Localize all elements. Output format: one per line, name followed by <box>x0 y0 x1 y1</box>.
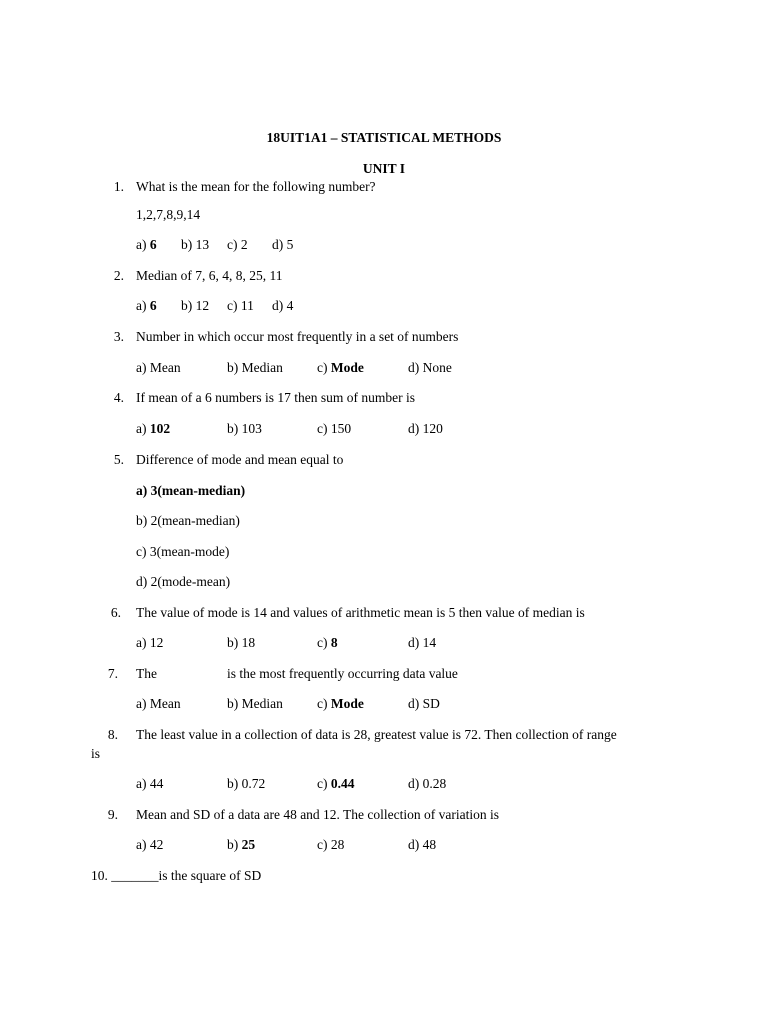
question-text-continued: is <box>91 746 101 761</box>
option-label: c) <box>317 635 331 650</box>
option-b: b) 2(mean-median) <box>136 513 240 528</box>
option-d: d) 4 <box>272 298 294 313</box>
question-text: What is the mean for the following number? <box>136 179 376 194</box>
option-b: b) Median <box>227 360 283 375</box>
option-c: c) 28 <box>317 837 345 852</box>
question-number: 6. <box>110 605 121 620</box>
correct-answer: 25 <box>241 837 256 852</box>
option-a: a) 12 <box>136 635 164 650</box>
option-d: d) 0.28 <box>408 776 447 791</box>
option-b: b) 103 <box>227 421 262 436</box>
option-label: a) <box>136 421 150 436</box>
option-label: b) <box>227 837 242 852</box>
correct-answer: 6 <box>149 237 157 252</box>
option-b: b) 13 <box>181 237 210 252</box>
option-c <box>317 634 338 651</box>
correct-answer: 6 <box>149 298 157 313</box>
question-text-start: The <box>136 666 157 681</box>
question-text: 10. _______is the square of SD <box>91 868 262 883</box>
question-number: 1. <box>113 179 124 194</box>
question-text: If mean of a 6 numbers is 17 then sum of number is <box>136 390 415 405</box>
option-label: a) <box>136 298 150 313</box>
question-number: 9. <box>107 807 118 822</box>
correct-answer: 102 <box>149 421 171 436</box>
correct-answer: 8 <box>330 635 338 650</box>
option-b: b) 18 <box>227 635 256 650</box>
question-text: Mean and SD of a data are 48 and 12. The collection of variation is <box>136 807 500 822</box>
option-c: c) 3(mean-mode) <box>136 544 230 559</box>
question-text: Difference of mode and mean equal to <box>136 452 344 467</box>
question-data: 1,2,7,8,9,14 <box>136 207 201 222</box>
question-number: 3. <box>113 329 124 344</box>
option-b: b) 12 <box>181 298 210 313</box>
question-number: 8. <box>107 727 118 742</box>
option-a-correct-answer: a) 3(mean-median) <box>136 483 246 498</box>
option-d: d) 120 <box>408 421 443 436</box>
question-text-end: is the most frequently occurring data value <box>227 666 458 681</box>
option-label: a) <box>136 237 150 252</box>
option-label: c) <box>317 776 331 791</box>
option-d: d) SD <box>408 696 440 711</box>
option-d: d) 14 <box>408 635 437 650</box>
unit-heading: UNIT I <box>362 161 406 176</box>
correct-answer: Mode <box>330 360 364 375</box>
option-a: a) Mean <box>136 360 181 375</box>
question-number: 2. <box>113 268 124 283</box>
option-c: c) 2 <box>227 237 248 252</box>
option-label: c) <box>317 696 331 711</box>
option-d: d) 5 <box>272 237 294 252</box>
option-a <box>136 236 157 253</box>
option-c <box>317 695 364 712</box>
option-b <box>227 836 255 853</box>
option-d: d) None <box>408 360 452 375</box>
question-text: The least value in a collection of data is 28, greatest value is 72. Then collection of range <box>136 727 617 742</box>
correct-answer: 0.44 <box>330 776 355 791</box>
option-label: c) <box>317 360 331 375</box>
correct-answer: Mode <box>330 696 364 711</box>
question-number: 5. <box>113 452 124 467</box>
option-c <box>317 775 355 792</box>
option-b: b) Median <box>227 696 283 711</box>
option-d: d) 2(mode-mean) <box>136 574 231 589</box>
question-number: 7. <box>107 666 118 681</box>
question-text: Median of 7, 6, 4, 8, 25, 11 <box>136 268 283 283</box>
question-text: The value of mode is 14 and values of arithmetic mean is 5 then value of median is <box>136 605 585 620</box>
option-b: b) 0.72 <box>227 776 266 791</box>
option-a <box>136 297 157 314</box>
option-a: a) Mean <box>136 696 181 711</box>
option-a: a) 42 <box>136 837 164 852</box>
option-d: d) 48 <box>408 837 437 852</box>
question-text: Number in which occur most frequently in a set of numbers <box>136 329 459 344</box>
option-a <box>136 420 170 437</box>
option-c <box>317 359 364 376</box>
option-c: c) 150 <box>317 421 352 436</box>
question-number: 4. <box>113 390 124 405</box>
option-c: c) 11 <box>227 298 254 313</box>
option-a: a) 44 <box>136 776 164 791</box>
document-title: 18UIT1A1 – STATISTICAL METHODS <box>266 130 502 145</box>
